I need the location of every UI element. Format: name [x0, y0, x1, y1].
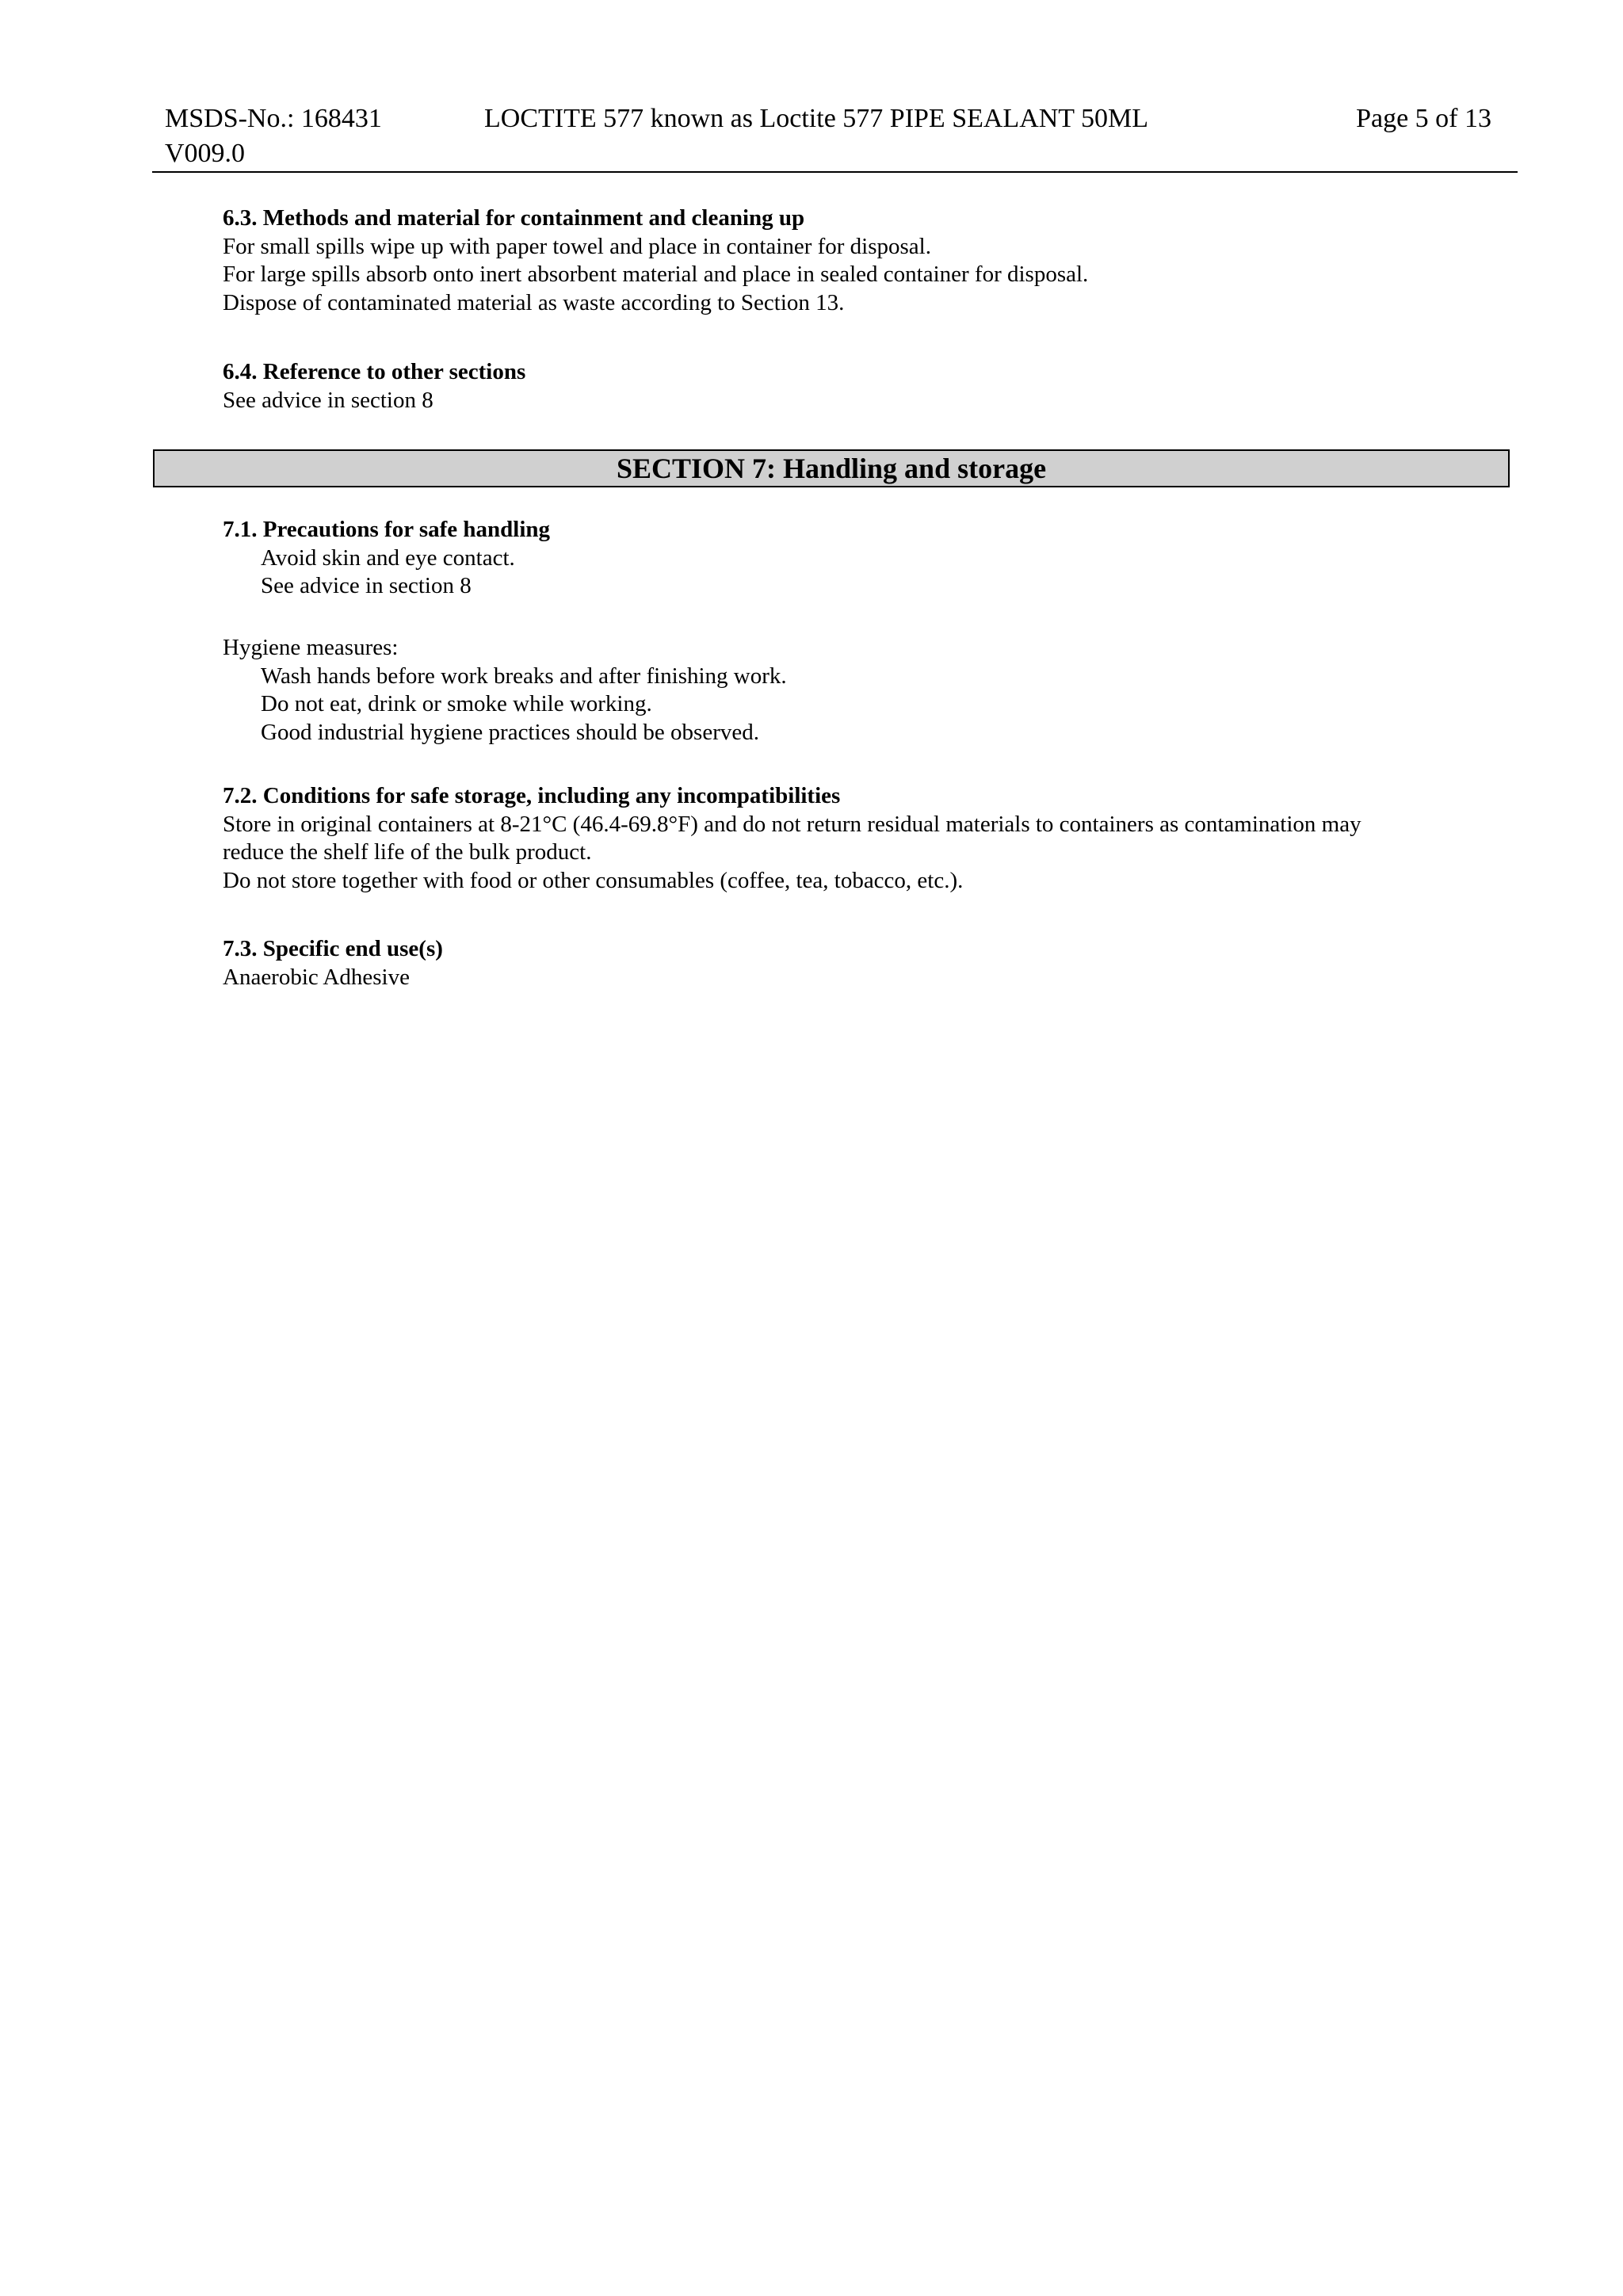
hygiene-line: Do not eat, drink or smoke while working. — [261, 691, 652, 716]
hygiene-measures — [223, 634, 1507, 747]
section-6-3-line: Dispose of contaminated material as waste according to Section 13. — [223, 289, 845, 315]
section-7-2-heading: 7.2. Conditions for safe storage, including any incompatibilities — [223, 783, 841, 808]
section-7-1 — [223, 516, 1507, 601]
section-7-title: SECTION 7: Handling and storage — [616, 453, 1047, 484]
section-6-4-line: See advice in section 8 — [223, 387, 433, 413]
section-7-2-line: Store in original containers at 8-21°C (46.4-69.8°F) and do not return residual materials to containers as contamination may — [223, 811, 1361, 837]
msds-number: MSDS-No.: 168431 — [165, 104, 382, 133]
section-7-banner — [153, 449, 1510, 487]
hygiene-label: Hygiene measures: — [223, 635, 399, 660]
document-version: V009.0 — [165, 139, 246, 168]
section-6-3-line: For large spills absorb onto inert absorbent material and place in sealed container for disposal. — [223, 262, 1089, 287]
hygiene-line: Wash hands before work breaks and after finishing work. — [261, 663, 787, 689]
page-number: Page 5 of 13 — [1356, 104, 1491, 133]
section-6-3-heading: 6.3. Methods and material for containment and cleaning up — [223, 205, 805, 231]
section-7-3-heading: 7.3. Specific end use(s) — [223, 936, 443, 961]
section-7-2-line: Do not store together with food or other consumables (coffee, tea, tobacco, etc.). — [223, 867, 964, 893]
section-7-3 — [223, 935, 1507, 991]
product-title: LOCTITE 577 known as Loctite 577 PIPE SEALANT 50ML — [484, 104, 1148, 133]
section-7-2-line: reduce the shelf life of the bulk product. — [223, 839, 592, 865]
section-6-3 — [223, 204, 1507, 317]
section-6-3-line: For small spills wipe up with paper towel and place in container for disposal. — [223, 233, 931, 259]
section-6-4 — [223, 358, 1507, 415]
section-7-1-line: Avoid skin and eye contact. — [261, 544, 515, 571]
section-7-2 — [223, 782, 1507, 895]
section-6-4-heading: 6.4. Reference to other sections — [223, 359, 526, 384]
section-7-1-heading: 7.1. Precautions for safe handling — [223, 517, 551, 542]
hygiene-line: Good industrial hygiene practices should be observed. — [261, 719, 759, 745]
section-7-1-line: See advice in section 8 — [261, 573, 472, 598]
header-divider — [152, 171, 1518, 173]
section-7-3-line: Anaerobic Adhesive — [223, 964, 410, 990]
